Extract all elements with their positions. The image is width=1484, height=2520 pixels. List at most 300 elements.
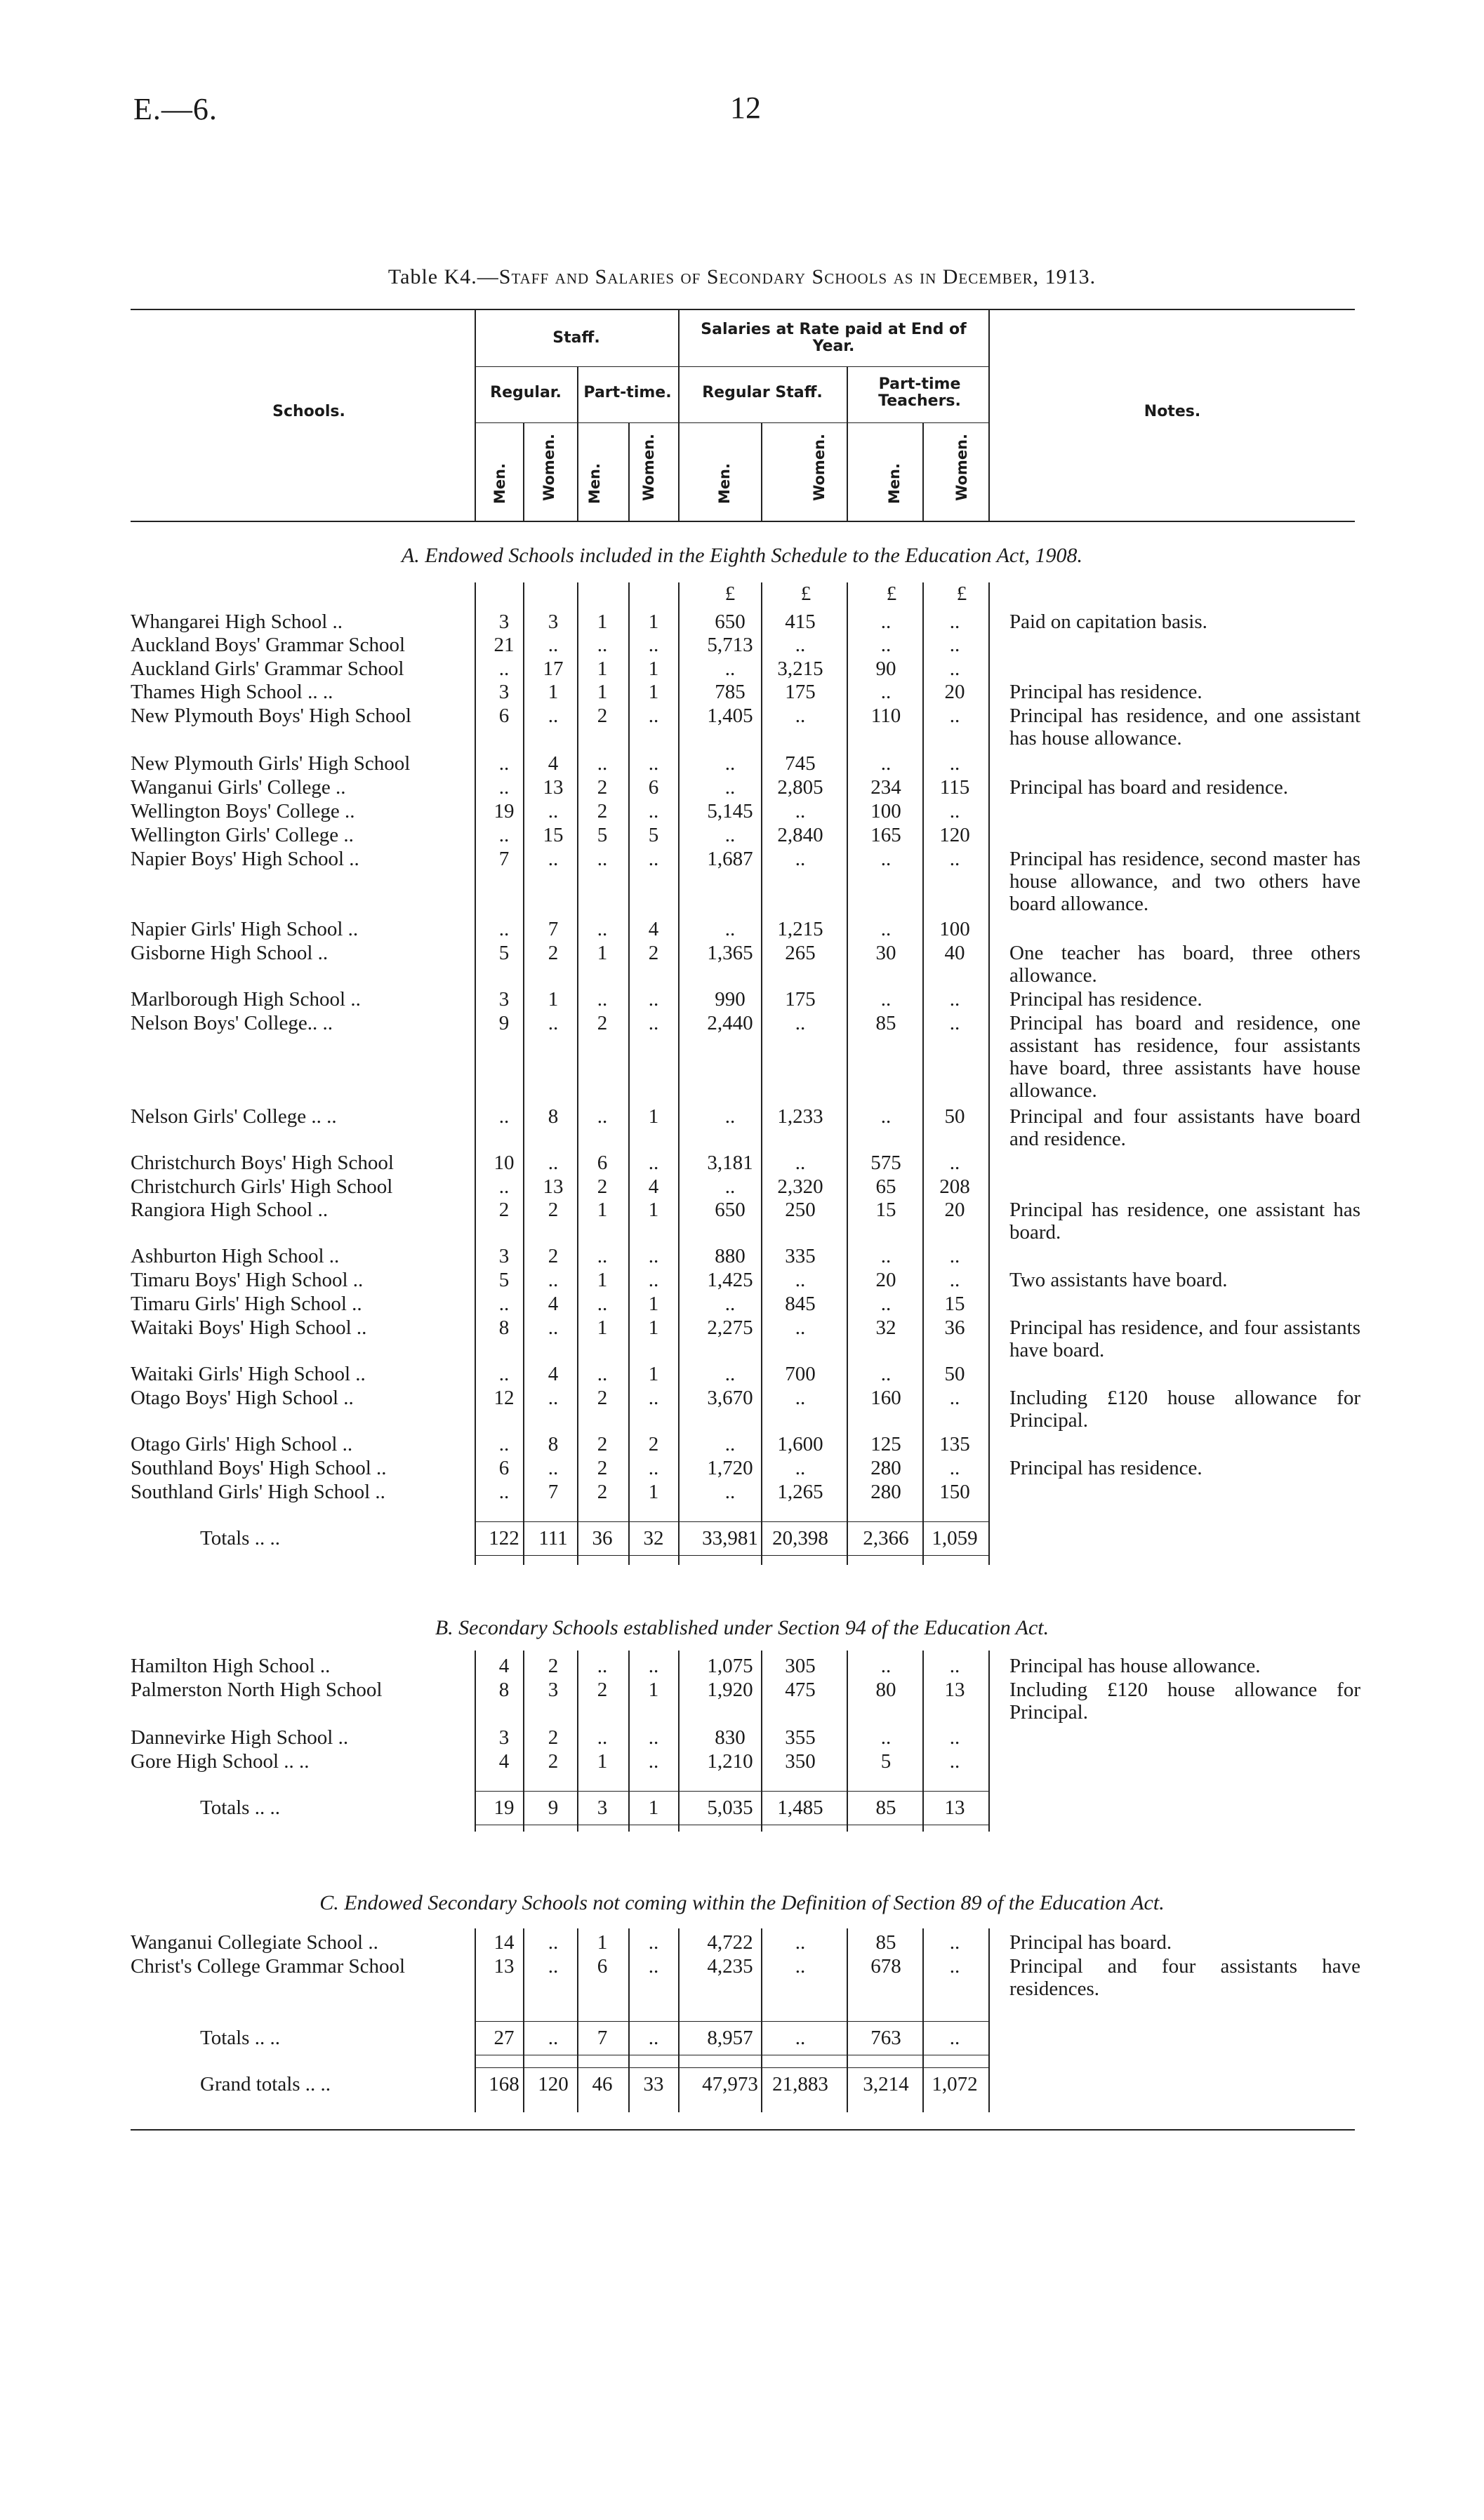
- cell-parttime-men: ..: [597, 988, 608, 1011]
- table-row: [0, 1199, 1484, 1244]
- header-column-rule: [847, 366, 848, 521]
- currency-marker: £: [724, 582, 736, 605]
- row-note: Principal has residence, and one assistant has house allowance.: [1009, 705, 1360, 749]
- cell-salary-regular-men: 5,035: [707, 1796, 753, 1819]
- cell-salary-regular-men: 1,425: [707, 1269, 753, 1291]
- cell-regular-men: ..: [498, 1363, 510, 1385]
- cell-regular-men: ..: [498, 1481, 510, 1503]
- table-row: [0, 705, 1484, 749]
- cell-parttime-women: 1: [648, 681, 659, 703]
- cell-regular-men: ..: [498, 752, 510, 775]
- cell-regular-men: 6: [498, 1457, 510, 1479]
- header-column-rule: [678, 309, 680, 521]
- cell-parttime-women: ..: [648, 1152, 659, 1174]
- school-name: Auckland Boys' Grammar School: [131, 634, 406, 656]
- column-rule: [988, 582, 990, 1565]
- totals-row: [0, 2073, 1484, 2097]
- table-row: [0, 1245, 1484, 1269]
- row-note: Principal has board.: [1009, 1931, 1172, 1954]
- cell-regular-women: ..: [548, 800, 559, 822]
- table-row: [0, 752, 1484, 776]
- school-name: Wellington Boys' College ..: [131, 800, 355, 822]
- cell-parttime-men: ..: [597, 1726, 608, 1749]
- totals-label: Totals .. ..: [200, 1527, 280, 1549]
- cell-salary-regular-men: 1,687: [707, 848, 753, 870]
- sub-header-rule: [475, 422, 988, 423]
- cell-salary-regular-men: ..: [724, 1433, 736, 1455]
- col-header-regular-men: Men.: [491, 463, 508, 505]
- cell-regular-men: 4: [498, 1750, 510, 1773]
- cell-parttime-men: ..: [597, 1293, 608, 1315]
- totals-rule: [475, 2021, 988, 2022]
- header-column-rule: [988, 309, 990, 521]
- row-note: Principal has residence.: [1009, 1457, 1203, 1479]
- grand-totals-rule: [475, 2067, 988, 2068]
- section-b-title: B. Secondary Schools established under Section 94 of the Education Act.: [435, 1616, 1049, 1639]
- cell-parttime-men: 2: [597, 705, 608, 727]
- cell-salary-regular-women: ..: [795, 1152, 806, 1174]
- row-note: Principal has residence.: [1009, 681, 1203, 703]
- table-row: [0, 800, 1484, 824]
- cell-salary-parttime-women: 150: [939, 1481, 970, 1503]
- cell-parttime-women: ..: [648, 1726, 659, 1749]
- cell-salary-parttime-men: 65: [875, 1175, 896, 1198]
- cell-regular-women: 15: [543, 824, 564, 846]
- school-name: Timaru Boys' High School ..: [131, 1269, 364, 1291]
- cell-regular-men: 19: [493, 800, 515, 822]
- cell-salary-regular-men: 650: [715, 1199, 746, 1221]
- col-header-salary-parttime-men: Men.: [886, 463, 903, 505]
- cell-parttime-women: 33: [643, 2073, 664, 2095]
- cell-regular-women: 13: [543, 1175, 564, 1198]
- cell-salary-regular-women: 745: [785, 752, 816, 775]
- cell-salary-parttime-women: 20: [944, 681, 965, 703]
- cell-parttime-women: 1: [648, 611, 659, 633]
- cell-parttime-women: 1: [648, 1316, 659, 1339]
- cell-salary-parttime-women: ..: [949, 634, 960, 656]
- cell-regular-women: ..: [548, 1931, 559, 1954]
- cell-salary-regular-men: 4,235: [707, 1955, 753, 1978]
- cell-parttime-women: ..: [648, 1457, 659, 1479]
- totals-row: [0, 2027, 1484, 2051]
- cell-regular-men: 3: [498, 1726, 510, 1749]
- cell-regular-men: 9: [498, 1012, 510, 1034]
- cell-parttime-women: 1: [648, 1199, 659, 1221]
- document-reference: E.—6.: [133, 92, 218, 126]
- row-note: Principal has residence, one assistant has board.: [1009, 1199, 1360, 1244]
- cell-salary-regular-men: ..: [724, 824, 736, 846]
- cell-salary-parttime-women: ..: [949, 1457, 960, 1479]
- cell-regular-men: ..: [498, 1433, 510, 1455]
- school-name: Southland Girls' High School ..: [131, 1481, 385, 1503]
- cell-salary-regular-women: ..: [795, 1457, 806, 1479]
- cell-parttime-men: 2: [597, 1457, 608, 1479]
- cell-regular-women: 1: [548, 681, 559, 703]
- cell-parttime-women: 1: [648, 1363, 659, 1385]
- school-name: Christ's College Grammar School: [131, 1955, 406, 1978]
- cell-parttime-women: 32: [643, 1527, 664, 1549]
- cell-salary-parttime-women: ..: [949, 611, 960, 633]
- cell-parttime-women: 5: [648, 824, 659, 846]
- col-header-salary-regular-women: Women.: [811, 434, 828, 501]
- cell-parttime-women: 1: [648, 658, 659, 680]
- cell-salary-regular-women: 475: [785, 1679, 816, 1701]
- school-name: Auckland Girls' Grammar School: [131, 658, 404, 680]
- cell-salary-regular-women: 2,320: [777, 1175, 823, 1198]
- cell-regular-women: ..: [548, 1955, 559, 1978]
- cell-salary-regular-men: ..: [724, 1105, 736, 1128]
- currency-marker: £: [886, 582, 897, 605]
- column-rule: [922, 582, 924, 1565]
- column-rule: [761, 582, 762, 1565]
- school-name: Otago Girls' High School ..: [131, 1433, 353, 1455]
- table-row: [0, 1679, 1484, 1724]
- cell-salary-parttime-women: ..: [949, 1955, 960, 1978]
- cell-salary-parttime-women: ..: [949, 1931, 960, 1954]
- cell-salary-regular-men: ..: [724, 776, 736, 799]
- cell-salary-regular-men: 650: [715, 611, 746, 633]
- table-row: [0, 1931, 1484, 1955]
- cell-regular-women: ..: [548, 848, 559, 870]
- school-name: Timaru Girls' High School ..: [131, 1293, 362, 1315]
- school-name: Gore High School .. ..: [131, 1750, 310, 1773]
- cell-regular-women: 2: [548, 942, 559, 964]
- cell-parttime-women: 1: [648, 1796, 659, 1819]
- cell-salary-regular-women: 350: [785, 1750, 816, 1773]
- col-header-regular-women: Women.: [541, 434, 557, 501]
- cell-parttime-women: ..: [648, 2027, 659, 2049]
- cell-salary-parttime-men: 3,214: [863, 2073, 909, 2095]
- cell-salary-parttime-men: 763: [870, 2027, 901, 2049]
- column-rule: [678, 582, 680, 1565]
- cell-salary-parttime-men: 234: [870, 776, 901, 799]
- cell-salary-regular-men: ..: [724, 1293, 736, 1315]
- cell-regular-women: 17: [543, 658, 564, 680]
- cell-salary-parttime-men: ..: [880, 1293, 892, 1315]
- cell-salary-regular-women: ..: [795, 2027, 806, 2049]
- cell-salary-regular-men: ..: [724, 918, 736, 940]
- column-rule: [628, 582, 630, 1565]
- cell-regular-women: ..: [548, 1012, 559, 1034]
- salaries-subrule: [678, 366, 988, 367]
- table-row: [0, 1750, 1484, 1774]
- cell-parttime-men: 6: [597, 1152, 608, 1174]
- cell-parttime-men: ..: [597, 752, 608, 775]
- cell-salary-parttime-men: ..: [880, 611, 892, 633]
- cell-salary-regular-women: ..: [795, 1955, 806, 1978]
- school-name: Wanganui Collegiate School ..: [131, 1931, 378, 1954]
- row-note: Two assistants have board.: [1009, 1269, 1228, 1291]
- column-rule: [847, 582, 848, 1565]
- totals-rule: [475, 1791, 988, 1792]
- cell-parttime-women: ..: [648, 1245, 659, 1267]
- cell-salary-parttime-women: ..: [949, 988, 960, 1011]
- cell-regular-women: 4: [548, 752, 559, 775]
- cell-parttime-women: ..: [648, 634, 659, 656]
- cell-regular-women: ..: [548, 1457, 559, 1479]
- school-name: Nelson Girls' College .. ..: [131, 1105, 337, 1128]
- cell-salary-parttime-women: ..: [949, 752, 960, 775]
- cell-salary-regular-men: ..: [724, 752, 736, 775]
- cell-salary-parttime-women: 13: [944, 1796, 965, 1819]
- cell-salary-regular-women: 265: [785, 942, 816, 964]
- cell-regular-men: 14: [493, 1931, 515, 1954]
- cell-salary-regular-women: ..: [795, 800, 806, 822]
- cell-parttime-men: 5: [597, 824, 608, 846]
- cell-regular-women: ..: [548, 2027, 559, 2049]
- cell-salary-parttime-women: 50: [944, 1105, 965, 1128]
- cell-parttime-men: 1: [597, 1199, 608, 1221]
- cell-salary-parttime-men: ..: [880, 752, 892, 775]
- cell-regular-women: ..: [548, 1269, 559, 1291]
- school-name: Ashburton High School ..: [131, 1245, 340, 1267]
- cell-salary-regular-men: 1,720: [707, 1457, 753, 1479]
- cell-regular-men: ..: [498, 658, 510, 680]
- cell-regular-women: 4: [548, 1363, 559, 1385]
- table-row: [0, 1105, 1484, 1150]
- col-header-part-time-teachers: Part-time Teachers.: [878, 375, 961, 410]
- cell-parttime-men: ..: [597, 918, 608, 940]
- section-c-title: C. Endowed Secondary Schools not coming within the Definition of Section 89 of the Education Act.: [319, 1891, 1165, 1914]
- cell-salary-regular-women: ..: [795, 1012, 806, 1034]
- table-row: [0, 1175, 1484, 1199]
- cell-salary-regular-men: ..: [724, 1175, 736, 1198]
- cell-regular-women: 13: [543, 776, 564, 799]
- totals-row: [0, 1527, 1484, 1551]
- row-note: Including £120 house allowance for Principal.: [1009, 1387, 1360, 1432]
- row-note: Including £120 house allowance for Principal.: [1009, 1679, 1360, 1724]
- cell-salary-regular-men: 8,957: [707, 2027, 753, 2049]
- header-bottom-rule: [131, 521, 1355, 522]
- row-note: Principal and four assistants have residences.: [1009, 1955, 1360, 2000]
- currency-marker: £: [800, 582, 811, 605]
- cell-regular-women: 2: [548, 1750, 559, 1773]
- school-name: Wanganui Girls' College ..: [131, 776, 346, 799]
- row-note: Principal has residence.: [1009, 988, 1203, 1011]
- cell-salary-regular-women: 1,265: [777, 1481, 823, 1503]
- cell-salary-parttime-men: ..: [880, 1105, 892, 1128]
- table-row: [0, 988, 1484, 1012]
- school-name: Marlborough High School ..: [131, 988, 361, 1011]
- cell-parttime-men: 2: [597, 1433, 608, 1455]
- cell-salary-parttime-men: ..: [880, 1245, 892, 1267]
- cell-regular-men: 5: [498, 942, 510, 964]
- cell-salary-regular-women: 2,805: [777, 776, 823, 799]
- cell-regular-men: 13: [493, 1955, 515, 1978]
- cell-parttime-women: 2: [648, 1433, 659, 1455]
- school-name: New Plymouth Boys' High School: [131, 705, 411, 727]
- header-top-rule: [131, 309, 1355, 310]
- cell-regular-women: 111: [538, 1527, 568, 1549]
- school-name: New Plymouth Girls' High School: [131, 752, 411, 775]
- cell-salary-parttime-women: 1,059: [932, 1527, 978, 1549]
- cell-parttime-men: 2: [597, 800, 608, 822]
- cell-salary-parttime-men: 100: [870, 800, 901, 822]
- cell-salary-regular-men: 785: [715, 681, 746, 703]
- cell-salary-parttime-men: ..: [880, 1655, 892, 1677]
- cell-salary-regular-women: ..: [795, 634, 806, 656]
- school-name: Nelson Boys' College.. ..: [131, 1012, 333, 1034]
- table-row: [0, 1433, 1484, 1457]
- cell-parttime-men: 1: [597, 681, 608, 703]
- cell-salary-regular-men: 990: [715, 988, 746, 1011]
- table-row: [0, 918, 1484, 942]
- totals-label: Totals .. ..: [200, 2027, 280, 2049]
- cell-salary-parttime-women: ..: [949, 1152, 960, 1174]
- school-name: Hamilton High School ..: [131, 1655, 331, 1677]
- cell-salary-parttime-men: 165: [870, 824, 901, 846]
- cell-regular-men: 2: [498, 1199, 510, 1221]
- cell-salary-regular-men: 830: [715, 1726, 746, 1749]
- cell-regular-men: 27: [493, 2027, 515, 2049]
- school-name: Otago Boys' High School ..: [131, 1387, 354, 1409]
- cell-salary-regular-men: 3,670: [707, 1387, 753, 1409]
- cell-salary-parttime-women: 1,072: [932, 2073, 978, 2095]
- cell-salary-parttime-women: 208: [939, 1175, 970, 1198]
- cell-regular-men: 168: [489, 2073, 519, 2095]
- cell-salary-parttime-women: ..: [949, 1726, 960, 1749]
- cell-salary-regular-women: 175: [785, 988, 816, 1011]
- table-row: [0, 1293, 1484, 1316]
- staff-subrule: [475, 366, 678, 367]
- cell-parttime-women: ..: [648, 1931, 659, 1954]
- cell-parttime-men: 2: [597, 1175, 608, 1198]
- cell-salary-parttime-women: ..: [949, 1750, 960, 1773]
- cell-salary-regular-men: 33,981: [702, 1527, 758, 1549]
- cell-salary-parttime-men: 85: [875, 1931, 896, 1954]
- cell-salary-parttime-women: 120: [939, 824, 970, 846]
- cell-salary-regular-women: 355: [785, 1726, 816, 1749]
- cell-salary-regular-women: ..: [795, 705, 806, 727]
- cell-parttime-men: ..: [597, 1245, 608, 1267]
- cell-regular-men: ..: [498, 1105, 510, 1128]
- cell-salary-regular-men: 1,210: [707, 1750, 753, 1773]
- cell-parttime-women: 6: [648, 776, 659, 799]
- cell-salary-regular-women: 175: [785, 681, 816, 703]
- table-title-rest: Staff and Salaries of Secondary Schools as in December, 1913.: [498, 265, 1097, 288]
- header-column-rule: [922, 422, 924, 521]
- col-header-regular-staff: Regular Staff.: [702, 384, 823, 401]
- cell-regular-women: 1: [548, 988, 559, 1011]
- cell-salary-parttime-men: ..: [880, 848, 892, 870]
- table-bottom-rule: [131, 2129, 1355, 2131]
- school-name: Napier Boys' High School ..: [131, 848, 359, 870]
- col-header-salary-regular-men: Men.: [716, 463, 733, 505]
- school-name: Dannevirke High School ..: [131, 1726, 349, 1749]
- cell-regular-men: 10: [493, 1152, 515, 1174]
- row-note: Principal has residence, and four assistants have board.: [1009, 1316, 1360, 1361]
- col-header-part-time: Part-time.: [583, 384, 672, 401]
- cell-regular-men: 21: [493, 634, 515, 656]
- cell-salary-parttime-women: ..: [949, 1269, 960, 1291]
- cell-parttime-men: 1: [597, 1931, 608, 1954]
- cell-salary-parttime-women: 20: [944, 1199, 965, 1221]
- school-name: Gisborne High School ..: [131, 942, 329, 964]
- cell-regular-women: 3: [548, 611, 559, 633]
- totals-label: Grand totals .. ..: [200, 2073, 331, 2095]
- cell-salary-parttime-women: 15: [944, 1293, 965, 1315]
- cell-salary-regular-women: 20,398: [772, 1527, 828, 1549]
- cell-salary-regular-men: 2,440: [707, 1012, 753, 1034]
- school-name: Waitaki Girls' High School ..: [131, 1363, 366, 1385]
- totals-rule: [475, 1521, 988, 1522]
- cell-salary-regular-women: 1,600: [777, 1433, 823, 1455]
- header-column-rule: [761, 422, 762, 521]
- cell-regular-men: 3: [498, 611, 510, 633]
- school-name: Waitaki Boys' High School ..: [131, 1316, 367, 1339]
- school-name: Wellington Girls' College ..: [131, 824, 354, 846]
- header-column-rule: [628, 422, 630, 521]
- cell-parttime-men: 2: [597, 1679, 608, 1701]
- col-header-schools: Schools.: [272, 403, 345, 420]
- cell-salary-parttime-men: 85: [875, 1796, 896, 1819]
- cell-parttime-men: ..: [597, 1105, 608, 1128]
- table-row: [0, 1316, 1484, 1361]
- cell-regular-women: 8: [548, 1433, 559, 1455]
- cell-parttime-women: 1: [648, 1105, 659, 1128]
- table-row: [0, 1152, 1484, 1175]
- cell-parttime-men: 6: [597, 1955, 608, 1978]
- cell-salary-regular-women: ..: [795, 1387, 806, 1409]
- col-header-regular: Regular.: [490, 384, 562, 401]
- table-row: [0, 681, 1484, 705]
- cell-parttime-men: 7: [597, 2027, 608, 2049]
- cell-regular-men: 19: [493, 1796, 515, 1819]
- cell-regular-women: 120: [538, 2073, 569, 2095]
- cell-regular-women: 2: [548, 1199, 559, 1221]
- cell-salary-parttime-men: 125: [870, 1433, 901, 1455]
- cell-parttime-men: 3: [597, 1796, 608, 1819]
- cell-salary-regular-men: 1,075: [707, 1655, 753, 1677]
- cell-salary-parttime-women: ..: [949, 1655, 960, 1677]
- table-row: [0, 942, 1484, 987]
- cell-regular-men: ..: [498, 1293, 510, 1315]
- cell-regular-men: ..: [498, 918, 510, 940]
- cell-parttime-women: ..: [648, 1955, 659, 1978]
- cell-regular-men: 6: [498, 705, 510, 727]
- cell-salary-regular-men: ..: [724, 1481, 736, 1503]
- cell-salary-regular-men: 2,275: [707, 1316, 753, 1339]
- table-row: [0, 658, 1484, 681]
- cell-salary-parttime-women: 36: [944, 1316, 965, 1339]
- cell-salary-regular-women: 250: [785, 1199, 816, 1221]
- school-name: Thames High School .. ..: [131, 681, 333, 703]
- cell-regular-women: 9: [548, 1796, 559, 1819]
- school-name: Southland Boys' High School ..: [131, 1457, 387, 1479]
- cell-salary-regular-women: 305: [785, 1655, 816, 1677]
- row-note: Principal has residence, second master has house allowance, and two others have board allowance.: [1009, 848, 1360, 915]
- cell-salary-parttime-women: 100: [939, 918, 970, 940]
- cell-salary-parttime-women: ..: [949, 848, 960, 870]
- row-note: Principal and four assistants have board and residence.: [1009, 1105, 1360, 1150]
- cell-regular-men: 12: [493, 1387, 515, 1409]
- cell-salary-parttime-women: ..: [949, 1012, 960, 1034]
- school-name: Palmerston North High School: [131, 1679, 383, 1701]
- cell-parttime-men: 1: [597, 1750, 608, 1773]
- cell-salary-parttime-men: 678: [870, 1955, 901, 1978]
- cell-salary-parttime-men: 280: [870, 1481, 901, 1503]
- cell-parttime-men: 36: [592, 1527, 613, 1549]
- cell-salary-parttime-women: 40: [944, 942, 965, 964]
- cell-salary-parttime-men: 30: [875, 942, 896, 964]
- cell-salary-regular-women: 1,233: [777, 1105, 823, 1128]
- cell-salary-parttime-men: ..: [880, 681, 892, 703]
- cell-salary-parttime-men: ..: [880, 1726, 892, 1749]
- cell-parttime-women: 1: [648, 1481, 659, 1503]
- table-row: [0, 1655, 1484, 1679]
- cell-regular-men: ..: [498, 1175, 510, 1198]
- cell-parttime-women: 4: [648, 918, 659, 940]
